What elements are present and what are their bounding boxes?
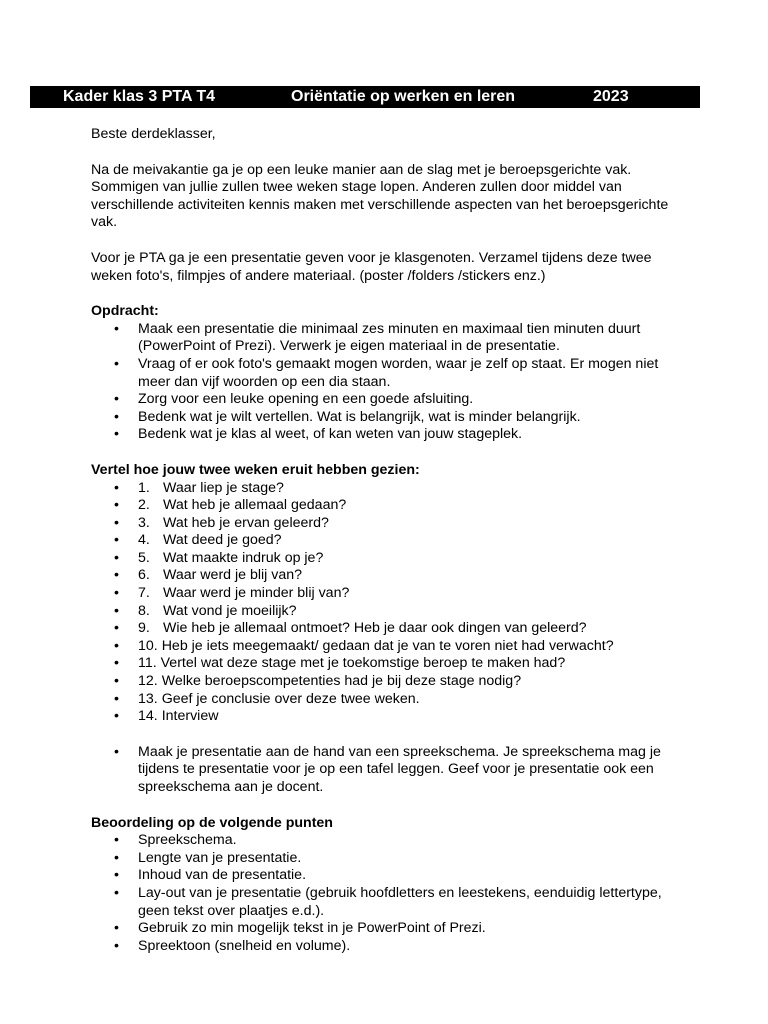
bullet-icon: • (114, 479, 119, 496)
question-number: 1. (138, 479, 150, 496)
question-text: Waar werd je blij van? (163, 567, 303, 584)
list-item-text: Maak je presentatie aan de hand van een spreekschema. Je spreekschema mag je tijdens te presentatie voor je op een tafel leggen. Geef voor je presentatie ook een spreekschema aan je docent. (138, 743, 661, 795)
question-number: 14. (138, 708, 158, 725)
question-text: Geef je conclusie over deze twee weken. (161, 690, 420, 707)
spreekschema-list (91, 744, 691, 797)
question-item (91, 480, 691, 498)
bullet-icon: • (114, 937, 119, 954)
question-list (91, 480, 691, 726)
beoordeling-list (91, 832, 691, 955)
header-class-label: Kader klas 3 PTA T4 (63, 88, 216, 105)
bullet-icon: • (114, 884, 119, 901)
list-item-text: Spreektoon (snelheid en volume). (138, 937, 351, 954)
question-text: Wat vond je moeilijk? (163, 602, 297, 619)
document-body (91, 126, 691, 955)
greeting: Beste derdeklasser, (91, 126, 216, 142)
question-number: 7. (138, 585, 150, 602)
list-item (91, 409, 691, 427)
list-item (91, 426, 691, 444)
list-item (91, 938, 691, 956)
question-number: 2. (138, 497, 150, 514)
bullet-icon: • (114, 320, 119, 337)
pta-paragraph: Voor je PTA ga je een presentatie geven voor je klasgenoten. Verzamel tijdens deze twee weken foto's, filmpjes of andere materiaal. (poster /folders /stickers enz.) (91, 249, 652, 284)
question-number: 12. (138, 673, 158, 690)
bullet-icon: • (114, 532, 119, 549)
bullet-icon: • (114, 673, 119, 690)
question-text: Vertel wat deze stage met je toekomstige beroep te maken had? (160, 655, 566, 672)
bullet-icon: • (114, 355, 119, 372)
question-item (91, 603, 691, 621)
bullet-icon: • (114, 620, 119, 637)
bullet-icon: • (114, 497, 119, 514)
question-item (91, 550, 691, 568)
question-number: 3. (138, 514, 150, 531)
question-item (91, 620, 691, 638)
list-item-text: Gebruik zo min mogelijk tekst in je PowerPoint of Prezi. (138, 920, 486, 937)
list-item-text: Bedenk wat je klas al weet, of kan weten van jouw stageplek. (138, 426, 523, 443)
question-number: 13. (138, 690, 158, 707)
question-item (91, 515, 691, 533)
list-item-text: Lay-out van je presentatie (gebruik hoofdletters en leestekens, eenduidig lettertype, geen tekst over plaatjes e.d.). (138, 884, 662, 919)
question-item (91, 691, 691, 709)
question-text: Waar liep je stage? (163, 479, 284, 496)
bullet-icon: • (114, 708, 119, 725)
bullet-icon: • (114, 426, 119, 443)
list-item (91, 832, 691, 850)
question-number: 6. (138, 567, 150, 584)
list-item-text: Lengte van je presentatie. (138, 849, 302, 866)
bullet-icon: • (114, 849, 119, 866)
list-item (91, 356, 691, 391)
list-item-text: Vraag of er ook foto's gemaakt mogen worden, waar je zelf op staat. Er mogen niet meer dan vijf woorden op een dia staan. (138, 355, 659, 390)
list-item-text: Spreekschema. (138, 832, 237, 849)
list-item (91, 391, 691, 409)
opdracht-list (91, 321, 691, 444)
question-text: Heb je iets meegemaakt/ gedaan dat je van te voren niet had verwacht? (161, 637, 614, 654)
question-item (91, 673, 691, 691)
list-item-text: Bedenk wat je wilt vertellen. Wat is belangrijk, wat is minder belangrijk. (138, 408, 581, 425)
bullet-icon: • (114, 408, 119, 425)
question-text: Wie heb je allemaal ontmoet? Heb je daar ook dingen van geleerd? (163, 620, 587, 637)
question-item (91, 638, 691, 656)
question-text: Waar werd je minder blij van? (163, 585, 350, 602)
question-number: 5. (138, 549, 150, 566)
bullet-icon: • (114, 549, 119, 566)
question-text: Wat deed je goed? (163, 532, 282, 549)
opdracht-heading: Opdracht: (91, 303, 159, 320)
bullet-icon: • (114, 655, 119, 672)
bullet-icon: • (114, 514, 119, 531)
bullet-icon: • (114, 832, 119, 849)
bullet-icon: • (114, 690, 119, 707)
list-item (91, 850, 691, 868)
question-text: Welke beroepscompetenties had je bij deze stage nodig? (161, 673, 522, 690)
question-item (91, 497, 691, 515)
question-number: 9. (138, 620, 150, 637)
question-number: 8. (138, 602, 150, 619)
header-bar (30, 86, 700, 108)
bullet-icon: • (114, 391, 119, 408)
header-subject-title: Oriëntatie op werken en leren (291, 88, 516, 105)
list-item-text: Zorg voor een leuke opening en een goede afsluiting. (138, 391, 474, 408)
question-number: 4. (138, 532, 150, 549)
question-number: 10. (138, 637, 158, 654)
bullet-icon: • (114, 867, 119, 884)
bullet-icon: • (114, 637, 119, 654)
bullet-icon: • (114, 920, 119, 937)
list-item (91, 867, 691, 885)
question-item (91, 585, 691, 603)
header-year: 2023 (593, 88, 629, 105)
bullet-icon: • (114, 743, 119, 760)
question-item (91, 532, 691, 550)
list-item-text: Maak een presentatie die minimaal zes minuten en maximaal tien minuten duurt (PowerPoint of Prezi). Verwerk je eigen materiaal in de presentatie. (138, 320, 641, 355)
bullet-icon: • (114, 585, 119, 602)
question-item (91, 655, 691, 673)
list-item (91, 885, 691, 920)
question-number: 11. (138, 655, 157, 672)
bullet-icon: • (114, 602, 119, 619)
question-text: Wat heb je allemaal gedaan? (163, 497, 347, 514)
question-text: Wat maakte indruk op je? (163, 549, 324, 566)
question-item (91, 567, 691, 585)
list-item (91, 920, 691, 938)
question-item (91, 708, 691, 726)
vertel-heading: Vertel hoe jouw twee weken eruit hebben gezien: (91, 461, 420, 478)
question-text: Interview (161, 708, 219, 725)
beoordeling-heading: Beoordeling op de volgende punten (91, 814, 333, 831)
intro-paragraph: Na de meivakantie ga je op een leuke manier aan de slag met je beroepsgerichte vak. Sommigen van jullie zullen twee weken stage lopen. Anderen zullen door middel van verschillende activiteiten kennis maken met verschillende aspecten van het beroepsgerichte vak. (91, 161, 669, 231)
list-item (91, 744, 691, 797)
question-text: Wat heb je ervan geleerd? (163, 514, 329, 531)
list-item-text: Inhoud van de presentatie. (138, 867, 307, 884)
list-item (91, 321, 691, 356)
bullet-icon: • (114, 567, 119, 584)
